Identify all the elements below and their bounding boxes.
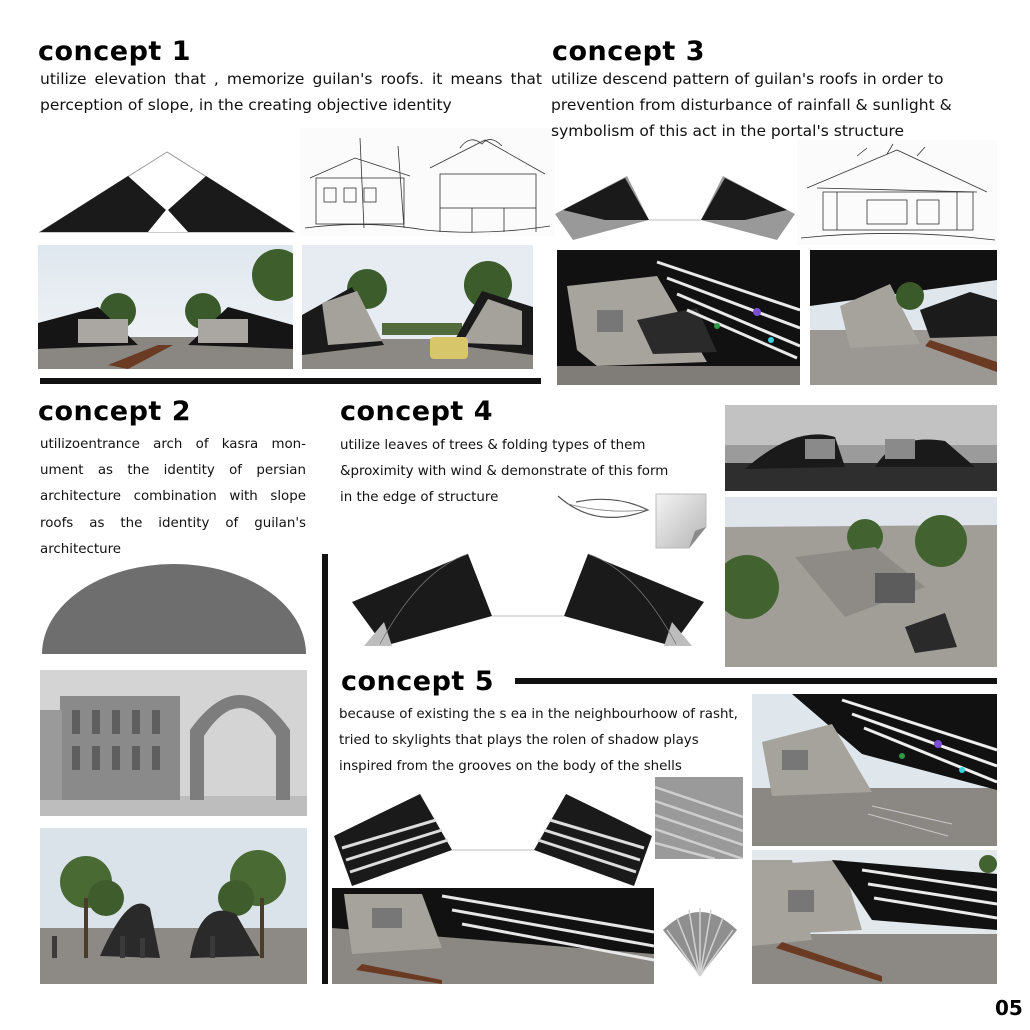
concept-4-roof-diagram (350, 550, 706, 648)
concept-2-text: utilizoentrance arch of kasra mon- ument as the identity of persian architecture combination with slope roofs as the identity of guilan's architecture (40, 437, 306, 557)
concept-4-title: concept 4 (340, 396, 494, 427)
concept-1-render-1 (38, 245, 293, 369)
separator-vertical (322, 554, 328, 984)
concept-4-render-2 (725, 497, 997, 667)
folded-paper-icon (655, 493, 707, 549)
concept-3-render-1 (557, 250, 800, 385)
concept-5-roof-diagram (332, 790, 654, 888)
seashell-icon (657, 900, 743, 980)
concept-2-arch-diagram (40, 562, 308, 656)
concept-5-text: because of existing the s ea in the neighbourhoow of rasht, tried to skylights that plays the rolen of shadow plays inspired from the grooves on the body of the shells (339, 707, 738, 774)
concept-4-render-1 (725, 405, 997, 491)
concept-3-title: concept 3 (552, 36, 706, 67)
concept-5-render-3 (752, 850, 997, 984)
concept-4-text: utilize leaves of trees & folding types of them &proximity with wind & demonstrate of this form in the edge of structure (340, 438, 669, 506)
page-number: 05 (995, 996, 1023, 1020)
concept-1-house-sketch (300, 128, 555, 236)
concept-2-render (40, 828, 307, 984)
concept-3-roof-diagram (553, 170, 797, 242)
concept-5-render-1 (332, 888, 654, 984)
separator-concept-1 (40, 378, 541, 384)
concept-3-text: utilize descend pattern of guilan's roofs in order to prevention from disturbance of rainfall & sunlight & symbolism of this act in the portal's structure (551, 70, 952, 140)
concept-5-title: concept 5 (341, 666, 495, 697)
kasra-arch-photo (40, 670, 307, 816)
shell-texture-photo (655, 777, 743, 859)
concept-3-render-2 (810, 250, 997, 385)
concept-1-text: utilize elevation that , memorize guilan's roofs. it means that perception of slope, in the creating objective identity (40, 70, 542, 114)
concept-1-render-2 (302, 245, 533, 369)
concept-1-title: concept 1 (38, 36, 192, 67)
concept-5-render-2 (752, 694, 997, 846)
separator-concept-5 (515, 678, 997, 684)
concept-1-roof-diagram (38, 150, 296, 234)
concept-3-house-sketch (797, 140, 997, 245)
leaf-icon (556, 490, 652, 540)
concept-2-title: concept 2 (38, 396, 192, 427)
